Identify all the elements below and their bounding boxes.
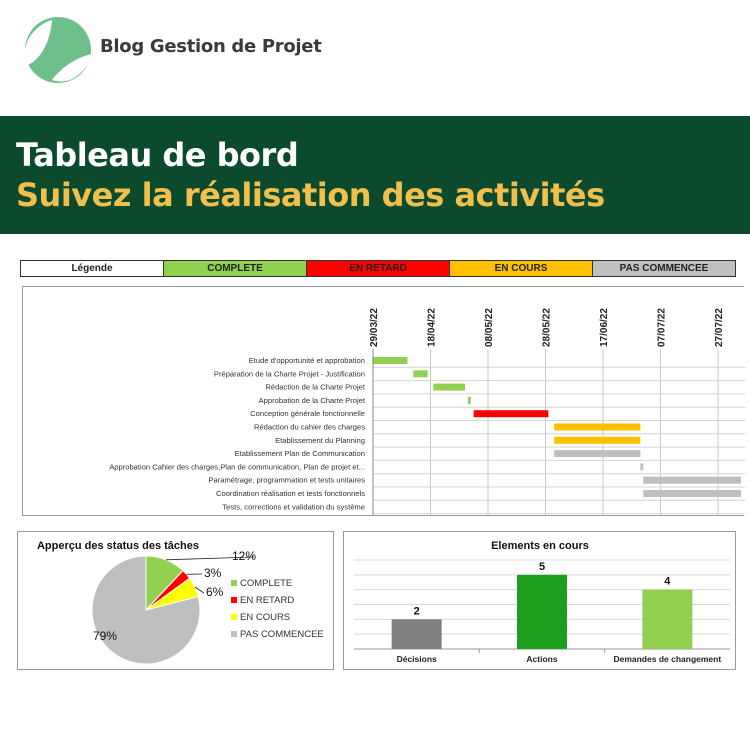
gantt-x-tick: 28/05/22	[541, 308, 553, 347]
gantt-bar	[554, 437, 640, 444]
gantt-bar	[433, 384, 465, 391]
gantt-bar	[468, 397, 471, 404]
gantt-task-label: Rédaction du cahier des charges	[253, 422, 365, 432]
gantt-x-tick: 27/07/22	[714, 308, 725, 347]
gantt-task-label: Etablissement Plan de Communication	[234, 449, 365, 459]
gantt-task-label: Etude d'opportunité et approbation	[248, 356, 365, 365]
gantt-task-label: Conception générale fonctionnelle	[250, 409, 365, 419]
bar-chart	[344, 532, 735, 669]
gantt-bar	[643, 477, 741, 484]
bar-x-tick: Demandes de changement	[613, 654, 722, 664]
bar-data-label: 4	[664, 575, 671, 588]
gantt-x-tick: 17/06/22	[599, 308, 610, 347]
legend-complete: COMPLETE	[163, 261, 306, 276]
bar-data-label: 2	[413, 605, 420, 618]
bar-title: Elements en cours	[491, 540, 589, 552]
pie-legend-label: EN RETARD	[240, 595, 295, 606]
pie-legend-swatch	[231, 597, 237, 603]
bar-x-tick: Décisions	[396, 654, 437, 664]
pie-data-label: 12%	[231, 549, 256, 563]
pie-legend-swatch	[231, 580, 237, 586]
pie-data-label: 6%	[206, 585, 224, 599]
gantt-bar	[413, 370, 427, 377]
bar-rect	[392, 619, 442, 649]
pie-data-label: 79%	[93, 629, 118, 643]
bar-data-label: 5	[538, 560, 546, 573]
pie-legend-swatch	[231, 631, 237, 637]
status-legend	[20, 260, 736, 277]
gantt-bar	[554, 450, 640, 457]
gantt-task-label: Préparation de la Charte Projet - Justification	[213, 369, 365, 379]
gantt-chart	[23, 287, 745, 517]
banner-title: Tableau de bord	[16, 136, 299, 174]
gantt-task-label: Coordination réalisation et tests fonctionnels	[215, 489, 365, 498]
pie-panel	[17, 531, 334, 670]
legend-pas-commencee: PAS COMMENCEE	[592, 261, 735, 276]
gantt-bar	[373, 357, 408, 364]
gantt-x-tick: 18/04/22	[426, 308, 438, 347]
gantt-x-tick: 07/07/22	[656, 308, 668, 347]
pie-chart	[18, 532, 333, 669]
pie-title: Apperçu des status des tâches	[36, 540, 200, 552]
brand-logo	[22, 16, 94, 84]
gantt-bar	[474, 410, 549, 417]
pie-legend-label: COMPLETE	[240, 578, 293, 589]
legend-label: Légende	[21, 261, 163, 276]
gantt-panel	[22, 286, 744, 516]
pie-legend-label: EN COURS	[240, 612, 291, 623]
header-banner	[0, 116, 750, 234]
banner-subtitle: Suivez la réalisation des activités	[16, 176, 605, 214]
gantt-task-label: Etablissement du Planning	[275, 435, 365, 445]
brand-name: Blog Gestion de Projet	[100, 36, 322, 57]
gantt-x-tick: 08/05/22	[484, 308, 495, 347]
pie-data-label: 3%	[204, 566, 222, 580]
bar-x-tick: Actions	[526, 654, 558, 664]
bar-rect	[517, 575, 567, 649]
gantt-task-label: Approbation de la Charte Projet	[258, 395, 365, 405]
pie-legend-label: PAS COMMENCEE	[240, 629, 324, 640]
gantt-x-tick: 29/03/22	[369, 308, 380, 347]
gantt-task-label: Tests, corrections et validation du système	[222, 502, 365, 512]
legend-en-cours: EN COURS	[449, 261, 592, 276]
pie-legend-swatch	[231, 614, 237, 620]
gantt-task-label: Approbation Cahier des charges,Plan de communication, Plan de projet et...	[109, 462, 365, 472]
legend-en-retard: EN RETARD	[306, 261, 449, 276]
gantt-task-label: Paramétrage, programmation et tests unitaires	[208, 475, 365, 485]
gantt-bar	[640, 463, 643, 470]
gantt-bar	[643, 490, 741, 497]
gantt-bar	[554, 424, 640, 431]
gantt-task-label: Rédaction de la Charte Projet	[265, 382, 365, 392]
bar-rect	[642, 590, 692, 649]
bar-panel	[343, 531, 736, 670]
